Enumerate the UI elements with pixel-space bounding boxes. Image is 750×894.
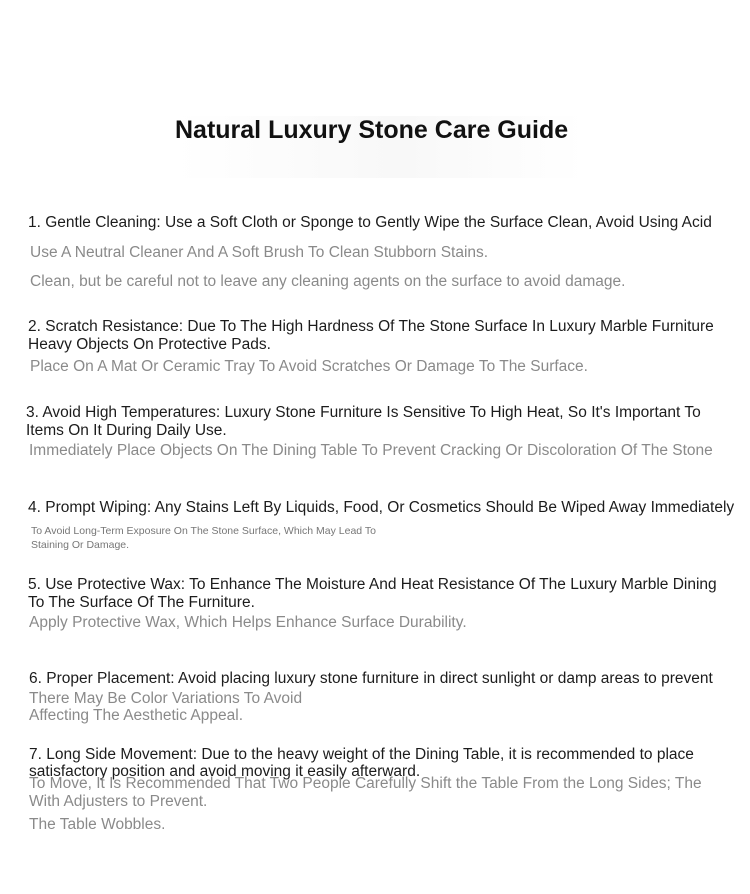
section-1-heading: 1. Gentle Cleaning: Use a Soft Cloth or Sponge to Gently Wipe the Surface Clean, Avoid Using Acid [28,214,712,231]
section-5-heading-line-2: To The Surface Of The Furniture. [28,594,255,611]
section-7-heading-line-2: satisfactory position and avoid moving it easily afterward. [29,763,421,780]
section-3-heading-line-2: Items On It During Daily Use. [26,422,227,439]
page-title: Natural Luxury Stone Care Guide [175,116,585,178]
section-6-heading: 6. Proper Placement: Avoid placing luxury stone furniture in direct sunlight or damp areas to prevent [29,670,713,687]
section-1-sub-2: Clean, but be careful not to leave any cleaning agents on the surface to avoid damage. [30,273,626,290]
section-3-heading: 3. Avoid High Temperatures: Luxury Stone Furniture Is Sensitive To High Heat, So It's Important To [26,404,701,421]
section-2-heading: 2. Scratch Resistance: Due To The High Hardness Of The Stone Surface In Luxury Marble Furniture [28,318,714,335]
section-3-sub-1: Immediately Place Objects On The Dining Table To Prevent Cracking Or Discoloration Of The Stone [29,442,713,459]
section-5-heading: 5. Use Protective Wax: To Enhance The Moisture And Heat Resistance Of The Luxury Marble Dining [28,576,717,593]
section-7-sub-3: The Table Wobbles. [29,816,166,833]
section-6-sub-2: Affecting The Aesthetic Appeal. [29,707,243,724]
section-7-heading: 7. Long Side Movement: Due to the heavy weight of the Dining Table, it is recommended to place [29,746,694,763]
section-5-sub-1: Apply Protective Wax, Which Helps Enhance Surface Durability. [29,614,467,631]
section-4-sub-2: Staining Or Damage. [31,539,130,551]
section-1-sub-1: Use A Neutral Cleaner And A Soft Brush To Clean Stubborn Stains. [30,244,489,261]
section-6-sub-1: There May Be Color Variations To Avoid [29,690,303,707]
section-7-sub-2: With Adjusters to Prevent. [29,793,208,810]
section-7-sub-1: To Move, It Is Recommended That Two People Carefully Shift the Table From the Long Sides; The [29,775,702,792]
section-2-sub-1: Place On A Mat Or Ceramic Tray To Avoid Scratches Or Damage To The Surface. [30,358,588,375]
section-2-heading-line-2: Heavy Objects On Protective Pads. [28,336,271,353]
section-4-sub-1: To Avoid Long-Term Exposure On The Stone Surface, Which May Lead To [31,525,376,537]
section-4-heading: 4. Prompt Wiping: Any Stains Left By Liquids, Food, Or Cosmetics Should Be Wiped Away Immediately [28,499,735,516]
